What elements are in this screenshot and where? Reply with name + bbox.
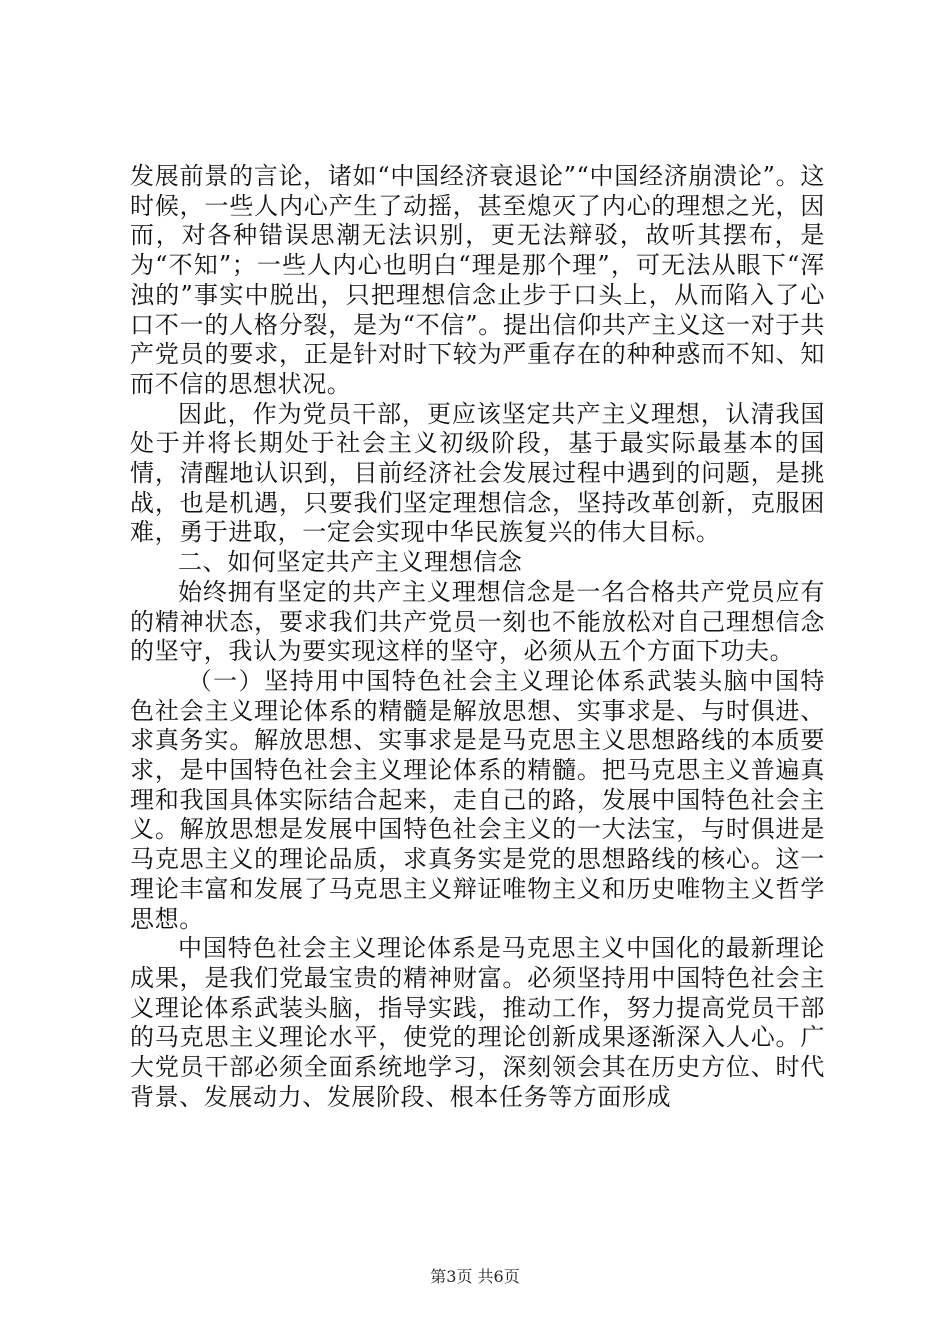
paragraph-therefore: 因此，作为党员干部，更应该坚定共产主义理想，认清我国处于并将长期处于社会主义初级阶段，基于最实际最基本的国情，清醒地认识到，目前经济社会发展过程中遇到的问题，是挑战，也是机遇，只要我们坚定理想信念，坚持改革创新，克服困难，勇于进取，一定会实现中华民族复兴的伟大目标。	[130, 399, 825, 547]
paragraph-continuation: 发展前景的言论，诸如“中国经济衰退论”“中国经济崩溃论”。这时候，一些人内心产生了动摇，甚至熄灭了内心的理想之光，因而，对各种错误思潮无法识别，更无法辩驳，故听其摆布，是为“不知”；一些人内心也明白“理是那个理”，可无法从眼下“浑浊的”事实中脱出，只把理想信念止步于口头上，从而陷入了心口不一的人格分裂，是为“不信”。提出信仰共产主义这一对于共产党员的要求，正是针对时下较为严重存在的种种惑而不知、知而不信的思想状况。	[130, 162, 825, 398]
section-heading: 二、如何坚定共产主义理想信念	[178, 548, 523, 577]
paragraph-theory-system: 中国特色社会主义理论体系是马克思主义中国化的最新理论成果，是我们党最宝贵的精神财富。必须坚持用中国特色社会主义理论体系武装头脑，指导实践，推动工作，努力提高党员干部的马克思主义理论水平，使党的理论创新成果逐渐深入人心。广大党员干部必须全面系统地学习，深刻领会其在历史方位、时代背景、发展动力、发展阶段、根本任务等方面形成	[130, 934, 825, 1111]
paragraph-subsection-one: （一）坚持用中国特色社会主义理论体系武装头脑中国特色社会主义理论体系的精髓是解放思想、实事求是、与时俱进、求真务实。解放思想、实事求是是马克思主义思想路线的本质要求，是中国特色社会主义理论体系的精髓。把马克思主义普遍真理和我国具体实际结合起来，走自己的路，发展中国特色社会主义。解放思想是发展中国特色社会主义的一大法宝，与时俱进是马克思主义的理论品质，求真务实是党的思想路线的核心。这一理论丰富和发展了马克思主义辩证唯物主义和历史唯物主义哲学思想。	[130, 666, 825, 933]
document-body	[130, 162, 825, 1113]
paragraph-intro: 始终拥有坚定的共产主义理想信念是一名合格共产党员应有的精神状态，要求我们共产党员一刻也不能放松对自己理想信念的坚守，我认为要实现这样的坚守，必须从五个方面下功夫。	[130, 577, 825, 666]
page-footer: 第3页 共6页	[430, 1267, 520, 1286]
